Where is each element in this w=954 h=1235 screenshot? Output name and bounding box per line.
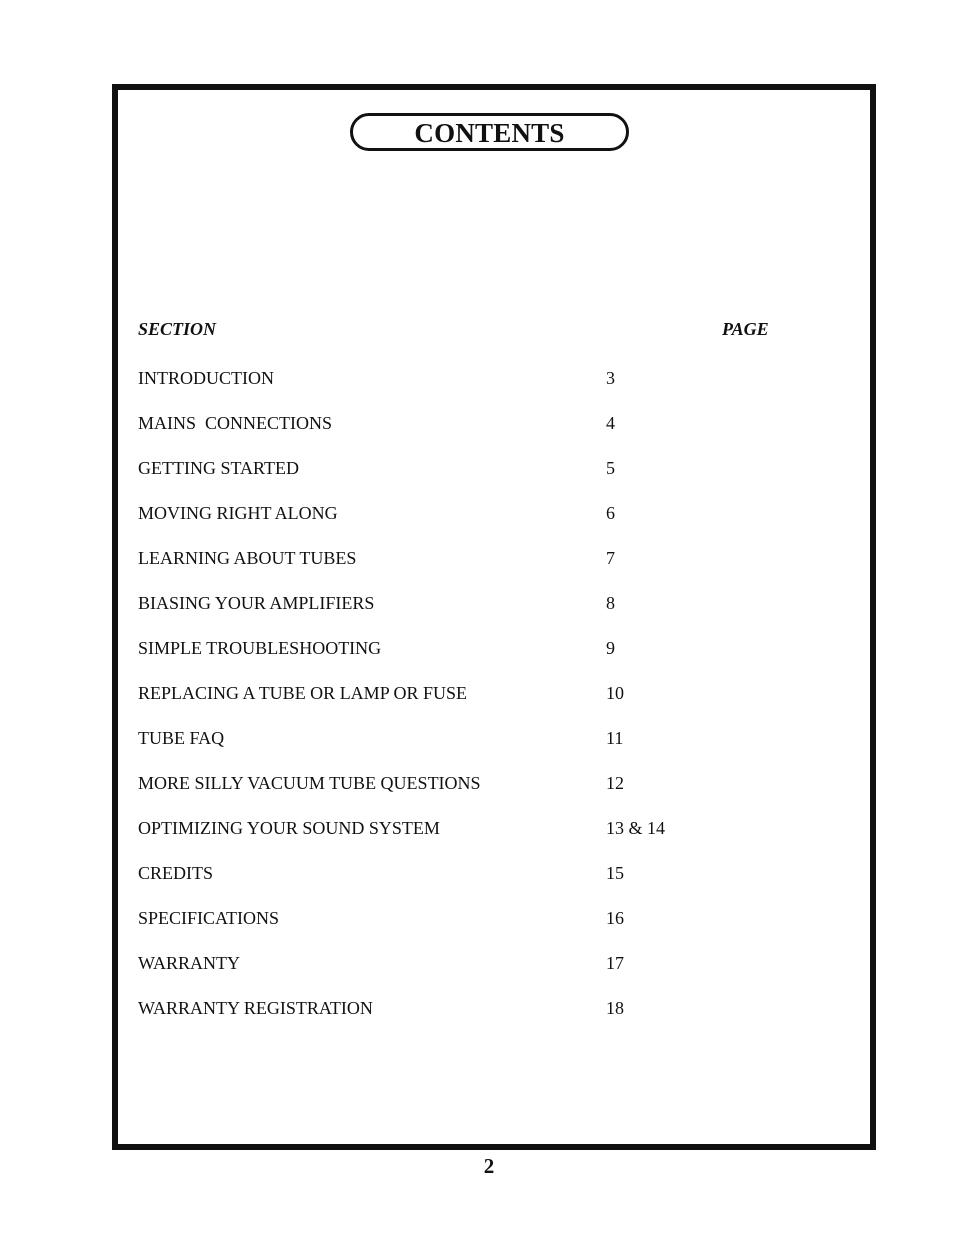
toc-entry-section: REPLACING A TUBE OR LAMP OR FUSE [138, 683, 468, 703]
contents-title: CONTENTS [414, 117, 565, 148]
toc-entry-section: WARRANTY REGISTRATION [138, 998, 373, 1018]
toc-entry-page: 17 [606, 953, 624, 973]
toc-entry-section: WARRANTY [138, 953, 240, 973]
toc-entry [138, 998, 758, 1043]
toc-entry [138, 773, 758, 818]
toc-entry [138, 953, 758, 998]
toc-entry-page: 9 [606, 638, 615, 658]
page-column-header: PAGE [722, 319, 769, 339]
toc-entry-section: INTRODUCTION [138, 368, 274, 388]
table-of-contents [138, 368, 758, 1043]
toc-entry [138, 728, 758, 773]
toc-entry [138, 503, 758, 548]
toc-entry [138, 593, 758, 638]
toc-entry-section: BIASING YOUR AMPLIFIERS [138, 593, 375, 613]
toc-entry-page: 4 [606, 413, 615, 433]
toc-entry-page: 8 [606, 593, 615, 613]
section-column-header: SECTION [138, 319, 217, 339]
toc-entry-section: OPTIMIZING YOUR SOUND SYSTEM [138, 818, 440, 838]
page-number: 2 [483, 1154, 495, 1178]
toc-entry-section: LEARNING ABOUT TUBES [138, 548, 357, 568]
toc-entry-page: 18 [606, 998, 624, 1018]
toc-entry [138, 683, 758, 728]
toc-entry-section: SPECIFICATIONS [138, 908, 280, 928]
toc-entry-page: 5 [606, 458, 615, 478]
toc-entry-page: 10 [606, 683, 624, 703]
toc-entry-page: 7 [606, 548, 615, 568]
toc-entry [138, 863, 758, 908]
toc-entry [138, 908, 758, 953]
toc-entry-section: MORE SILLY VACUUM TUBE QUESTIONS [138, 773, 481, 793]
toc-entry-page: 12 [606, 773, 624, 793]
toc-entry-section: MAINS CONNECTIONS [138, 413, 333, 433]
toc-entry-section: MOVING RIGHT ALONG [138, 503, 338, 523]
toc-entry-section: SIMPLE TROUBLESHOOTING [138, 638, 382, 658]
toc-entry [138, 458, 758, 503]
toc-entry [138, 548, 758, 593]
toc-entry-page: 16 [606, 908, 624, 928]
toc-entry [138, 818, 758, 863]
toc-entry-page: 11 [606, 728, 624, 748]
toc-entry-page: 15 [606, 863, 624, 883]
toc-entry-section: CREDITS [138, 863, 214, 883]
toc-entry-section: TUBE FAQ [138, 728, 225, 748]
toc-entry-page: 13 & 14 [606, 818, 666, 838]
toc-entry [138, 413, 758, 458]
toc-entry-page: 3 [606, 368, 615, 388]
toc-entry-section: GETTING STARTED [138, 458, 299, 478]
toc-entry [138, 368, 758, 413]
toc-entry [138, 638, 758, 683]
toc-entry-page: 6 [606, 503, 615, 523]
contents-title-banner [350, 113, 629, 151]
